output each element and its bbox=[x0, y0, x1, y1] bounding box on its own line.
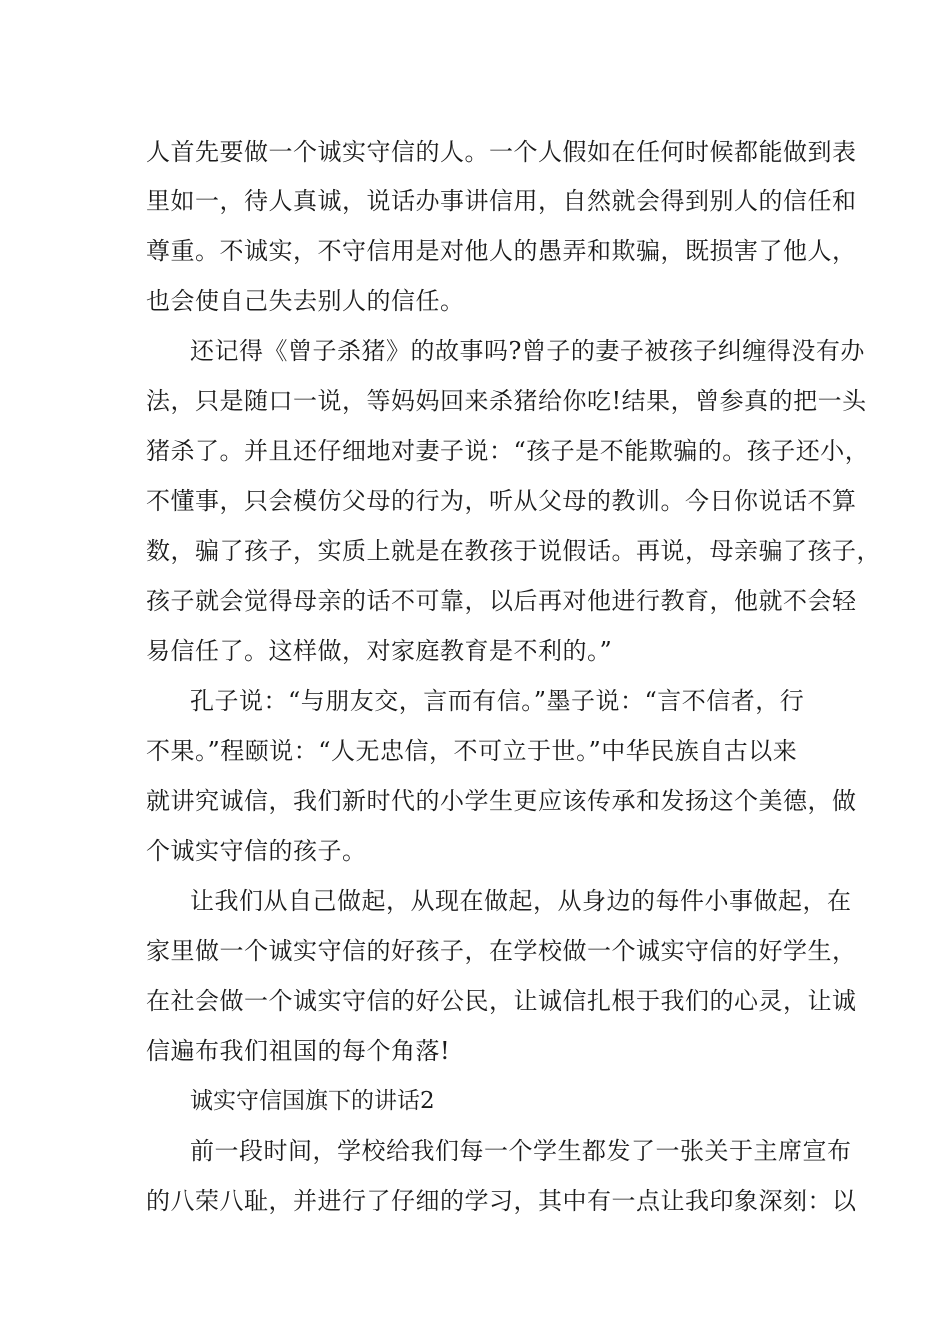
paragraph-2-line-2: 法，只是随口一说，等妈妈回来杀猪给你吃!结果，曾参真的把一头 bbox=[146, 387, 867, 415]
paragraph-2-line-7: 易信任了。这样做，对家庭教育是不利的。” bbox=[146, 637, 613, 665]
paragraph-2-line-5: 数，骗了孩子，实质上就是在教孩于说假话。再说，母亲骗了孩子， bbox=[146, 537, 881, 565]
paragraph-2-line-1: 还记得《曾子杀猪》的故事吗?曾子的妻子被孩子纠缠得没有办 bbox=[190, 337, 865, 365]
paragraph-2-line-3: 猪杀了。并且还仔细地对妻子说：“孩子是不能欺骗的。孩子还小， bbox=[146, 437, 870, 465]
paragraph-3-line-3: 就讲究诚信，我们新时代的小学生更应该传承和发扬这个美德，做 bbox=[146, 787, 857, 815]
paragraph-1-line-4: 也会使自己失去别人的信任。 bbox=[146, 287, 465, 315]
paragraph-3-line-2: 不果。”程颐说：“人无忠信，不可立于世。”中华民族自古以来 bbox=[146, 737, 798, 765]
paragraph-1-line-3: 尊重。不诚实，不守信用是对他人的愚弄和欺骗，既损害了他人， bbox=[146, 237, 857, 265]
paragraph-3-line-4: 个诚实守信的孩子。 bbox=[146, 837, 367, 865]
paragraph-1-line-2: 里如一，待人真诚，说话办事讲信用，自然就会得到别人的信任和 bbox=[146, 187, 857, 215]
paragraph-2-line-4: 不懂事，只会模仿父母的行为，听从父母的教训。今日你说话不算 bbox=[146, 487, 857, 515]
paragraph-5-line-1: 前一段时间，学校给我们每一个学生都发了一张关于主席宣布 bbox=[190, 1137, 852, 1165]
paragraph-3-line-1: 孔子说：“与朋友交，言而有信。”墨子说：“言不信者，行 bbox=[190, 687, 805, 715]
paragraph-2-line-6: 孩子就会觉得母亲的话不可靠，以后再对他进行教育，他就不会轻 bbox=[146, 587, 857, 615]
paragraph-4-line-1: 让我们从自己做起，从现在做起，从身边的每件小事做起，在 bbox=[190, 887, 852, 915]
paragraph-1-line-1: 人首先要做一个诚实守信的人。一个人假如在任何时候都能做到表 bbox=[146, 138, 857, 166]
section-heading: 诚实守信国旗下的讲话2 bbox=[190, 1088, 435, 1114]
paragraph-4-line-3: 在社会做一个诚实守信的好公民，让诚信扎根于我们的心灵，让诚 bbox=[146, 987, 857, 1015]
paragraph-4-line-2: 家里做一个诚实守信的好孩子，在学校做一个诚实守信的好学生， bbox=[146, 937, 857, 965]
paragraph-5-line-2: 的八荣八耻，并进行了仔细的学习，其中有一点让我印象深刻：以 bbox=[146, 1187, 857, 1215]
paragraph-4-line-4: 信遍布我们祖国的每个角落! bbox=[146, 1037, 451, 1065]
